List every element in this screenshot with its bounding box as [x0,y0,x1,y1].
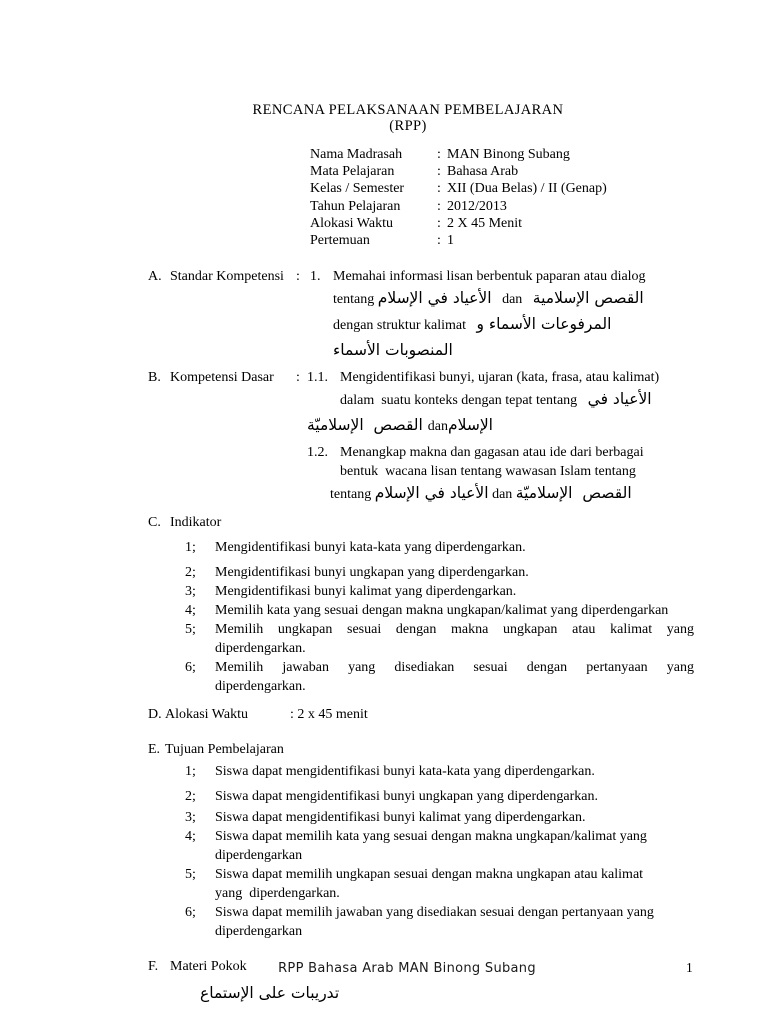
list-item [185,787,694,806]
meta-label: Mata Pelajaran [310,164,395,180]
tujuan-list [185,762,694,941]
footer-text: RPP Bahasa Arab MAN Binong Subang [278,961,536,976]
section-tujuan-header [148,740,694,759]
list-item [185,563,694,582]
section-a-content [333,267,694,363]
item-text: Siswa dapat mengidentifikasi bunyi kata-kata yang diperdengarkan. [215,764,595,780]
item-text: Mengidentifikasi bunyi kata-kata yang diperdengarkan. [215,540,526,556]
list-item [185,582,694,601]
item-text: Siswa dapat mengidentifikasi bunyi kalimat yang diperdengarkan. [215,810,586,826]
item-marker: 1; [185,764,196,780]
section-letter: D. [148,707,162,723]
meta-row-alokasi-waktu [310,215,694,232]
item-marker: 6; [185,905,196,921]
section-letter: C. [148,515,161,531]
indikator-list [185,538,694,696]
item-marker: 2; [185,789,196,805]
section-kompetensi-dasar [148,368,694,507]
item-text: Siswa dapat mengidentifikasi bunyi ungkapan yang diperdengarkan. [215,789,598,805]
item-text: Memilih jawaban yang disediakan sesuai dengan pertanyaan yang [215,660,694,676]
section-letter: E. [148,742,161,758]
section-title: Indikator [170,515,222,531]
item-marker: 4; [185,829,196,845]
item-text: Siswa dapat memilih jawaban yang disediakan sesuai dengan pertanyaan yang [215,905,654,921]
meta-separator: : [437,147,441,162]
section-separator: : [296,269,300,285]
item-marker: 5; [185,867,196,883]
list-item [185,601,694,620]
text-line: Memahai informasi lisan berbentuk paparan atau dialog [333,269,646,285]
materi-pokok-arabic-text: تدريبات على الإستماع [200,984,340,1003]
list-item [185,827,694,865]
meta-row-pertemuan [310,232,694,249]
list-item [185,903,694,941]
section-letter: F. [148,959,159,975]
item-marker: 6; [185,660,196,676]
item-marker: 1; [185,540,196,556]
section-title: Tujuan Pembelajaran [165,742,284,758]
kompetensi-dasar-item-2 [307,443,694,507]
text-line-arabic: المنصوبات الأسماء [333,341,453,360]
text-line-mixed-arabic: tentang الأعياد في الإسلام dan القصص الإسلامية [333,289,644,308]
section-alokasi-waktu [148,705,694,724]
list-item [185,762,694,781]
section-letter: B. [148,370,161,386]
page-number: 1 [686,960,693,975]
item-text: diperdengarkan. [215,641,306,657]
text-line: Mengidentifikasi bunyi, ujaran (kata, frasa, atau kalimat) [340,370,660,386]
list-item [185,808,694,827]
document-title-line1: RENCANA PELAKSANAAN PEMBELAJARAN [252,102,564,118]
meta-label: Alokasi Waktu [310,215,393,231]
section-b-content [307,368,694,507]
section-title: Alokasi Waktu [165,707,248,723]
item-marker: 2; [185,565,196,581]
item-text: Mengidentifikasi bunyi ungkapan yang diperdengarkan. [215,565,529,581]
meta-row-kelas-semester [310,180,694,197]
document-title-line2: (RPP) [389,118,427,134]
meta-separator: : [437,233,441,249]
meta-separator: : [437,215,441,231]
meta-row-tahun-pelajaran [310,198,694,215]
text-line-mixed-arabic: tentang الأعياد في الإسلام dan القصص الإسلاميّة [330,484,632,503]
item-marker: 5; [185,622,196,638]
item-text: Siswa dapat memilih kata yang sesuai dengan makna ungkapan/kalimat yang [215,829,647,845]
meta-value: 2 X 45 Menit [447,215,523,231]
item-content [330,443,694,507]
section-tujuan-pembelajaran [148,740,694,941]
item-text: Siswa dapat memilih ungkapan sesuai dengan makna ungkapan atau kalimat [215,867,644,883]
section-indikator-header [148,513,694,532]
item-text: Mengidentifikasi bunyi kalimat yang diperdengarkan. [215,584,517,600]
section-separator: : [296,370,300,386]
section-title: Kompetensi Dasar [170,370,274,386]
document-title [148,102,694,134]
meta-row-mata-pelajaran [310,163,694,180]
item-text: diperdengarkan. [215,679,306,695]
item-number: 1.1. [307,370,328,386]
meta-value: 1 [447,233,454,249]
meta-value: 2012/2013 [447,198,507,214]
item-marker: 3; [185,810,196,826]
meta-separator: : [437,164,441,180]
text-line-mixed-arabic: dalam suatu konteks dengan tepat tentang الأعياد في [340,390,652,409]
alokasi-waktu-value: : 2 x 45 menit [290,707,368,723]
item-marker: 4; [185,603,196,619]
meta-label: Pertemuan [310,233,370,249]
metadata-block [310,146,694,249]
list-item [185,658,694,696]
section-title: Materi Pokok [170,959,247,975]
meta-separator: : [437,198,441,214]
section-title: Standar Kompetensi [170,269,284,285]
meta-label: Nama Madrasah [310,147,403,162]
meta-label: Tahun Pelajaran [310,198,401,214]
meta-value: Bahasa Arab [447,164,519,180]
item-number: 1. [310,269,321,285]
list-item [185,865,694,903]
item-text: diperdengarkan [215,848,303,864]
item-marker: 3; [185,584,196,600]
text-line-mixed-arabic: dengan struktur kalimat المرفوعات الأسماء و [333,315,612,334]
item-text: Memilih kata yang sesuai dengan makna ungkapan/kalimat yang diperdengarkan [215,603,669,619]
document-content [148,102,694,1006]
meta-row-nama-madrasah [310,146,694,163]
meta-label: Kelas / Semester [310,181,405,197]
section-letter: A. [148,269,162,285]
text-line-mixed-arabic: الإسلامdan القصص الإسلاميّة [307,416,493,435]
text-line: Menangkap makna dan gagasan atau ide dari berbagai [340,445,644,461]
list-item [185,538,694,557]
list-item [185,620,694,658]
item-number: 1.2. [307,445,328,461]
section-standar-kompetensi [148,267,694,363]
meta-value: XII (Dua Belas) / II (Genap) [447,181,607,197]
item-text: yang diperdengarkan. [215,886,340,902]
text-line: bentuk wacana lisan tentang wawasan Islam tentang [340,464,636,480]
meta-value: MAN Binong Subang [447,147,570,162]
kompetensi-dasar-item-1 [307,368,694,439]
section-indikator [148,513,694,696]
item-text: Memilih ungkapan sesuai dengan makna ungkapan atau kalimat yang [215,622,694,638]
item-text: diperdengarkan [215,924,303,940]
meta-separator: : [437,181,441,197]
